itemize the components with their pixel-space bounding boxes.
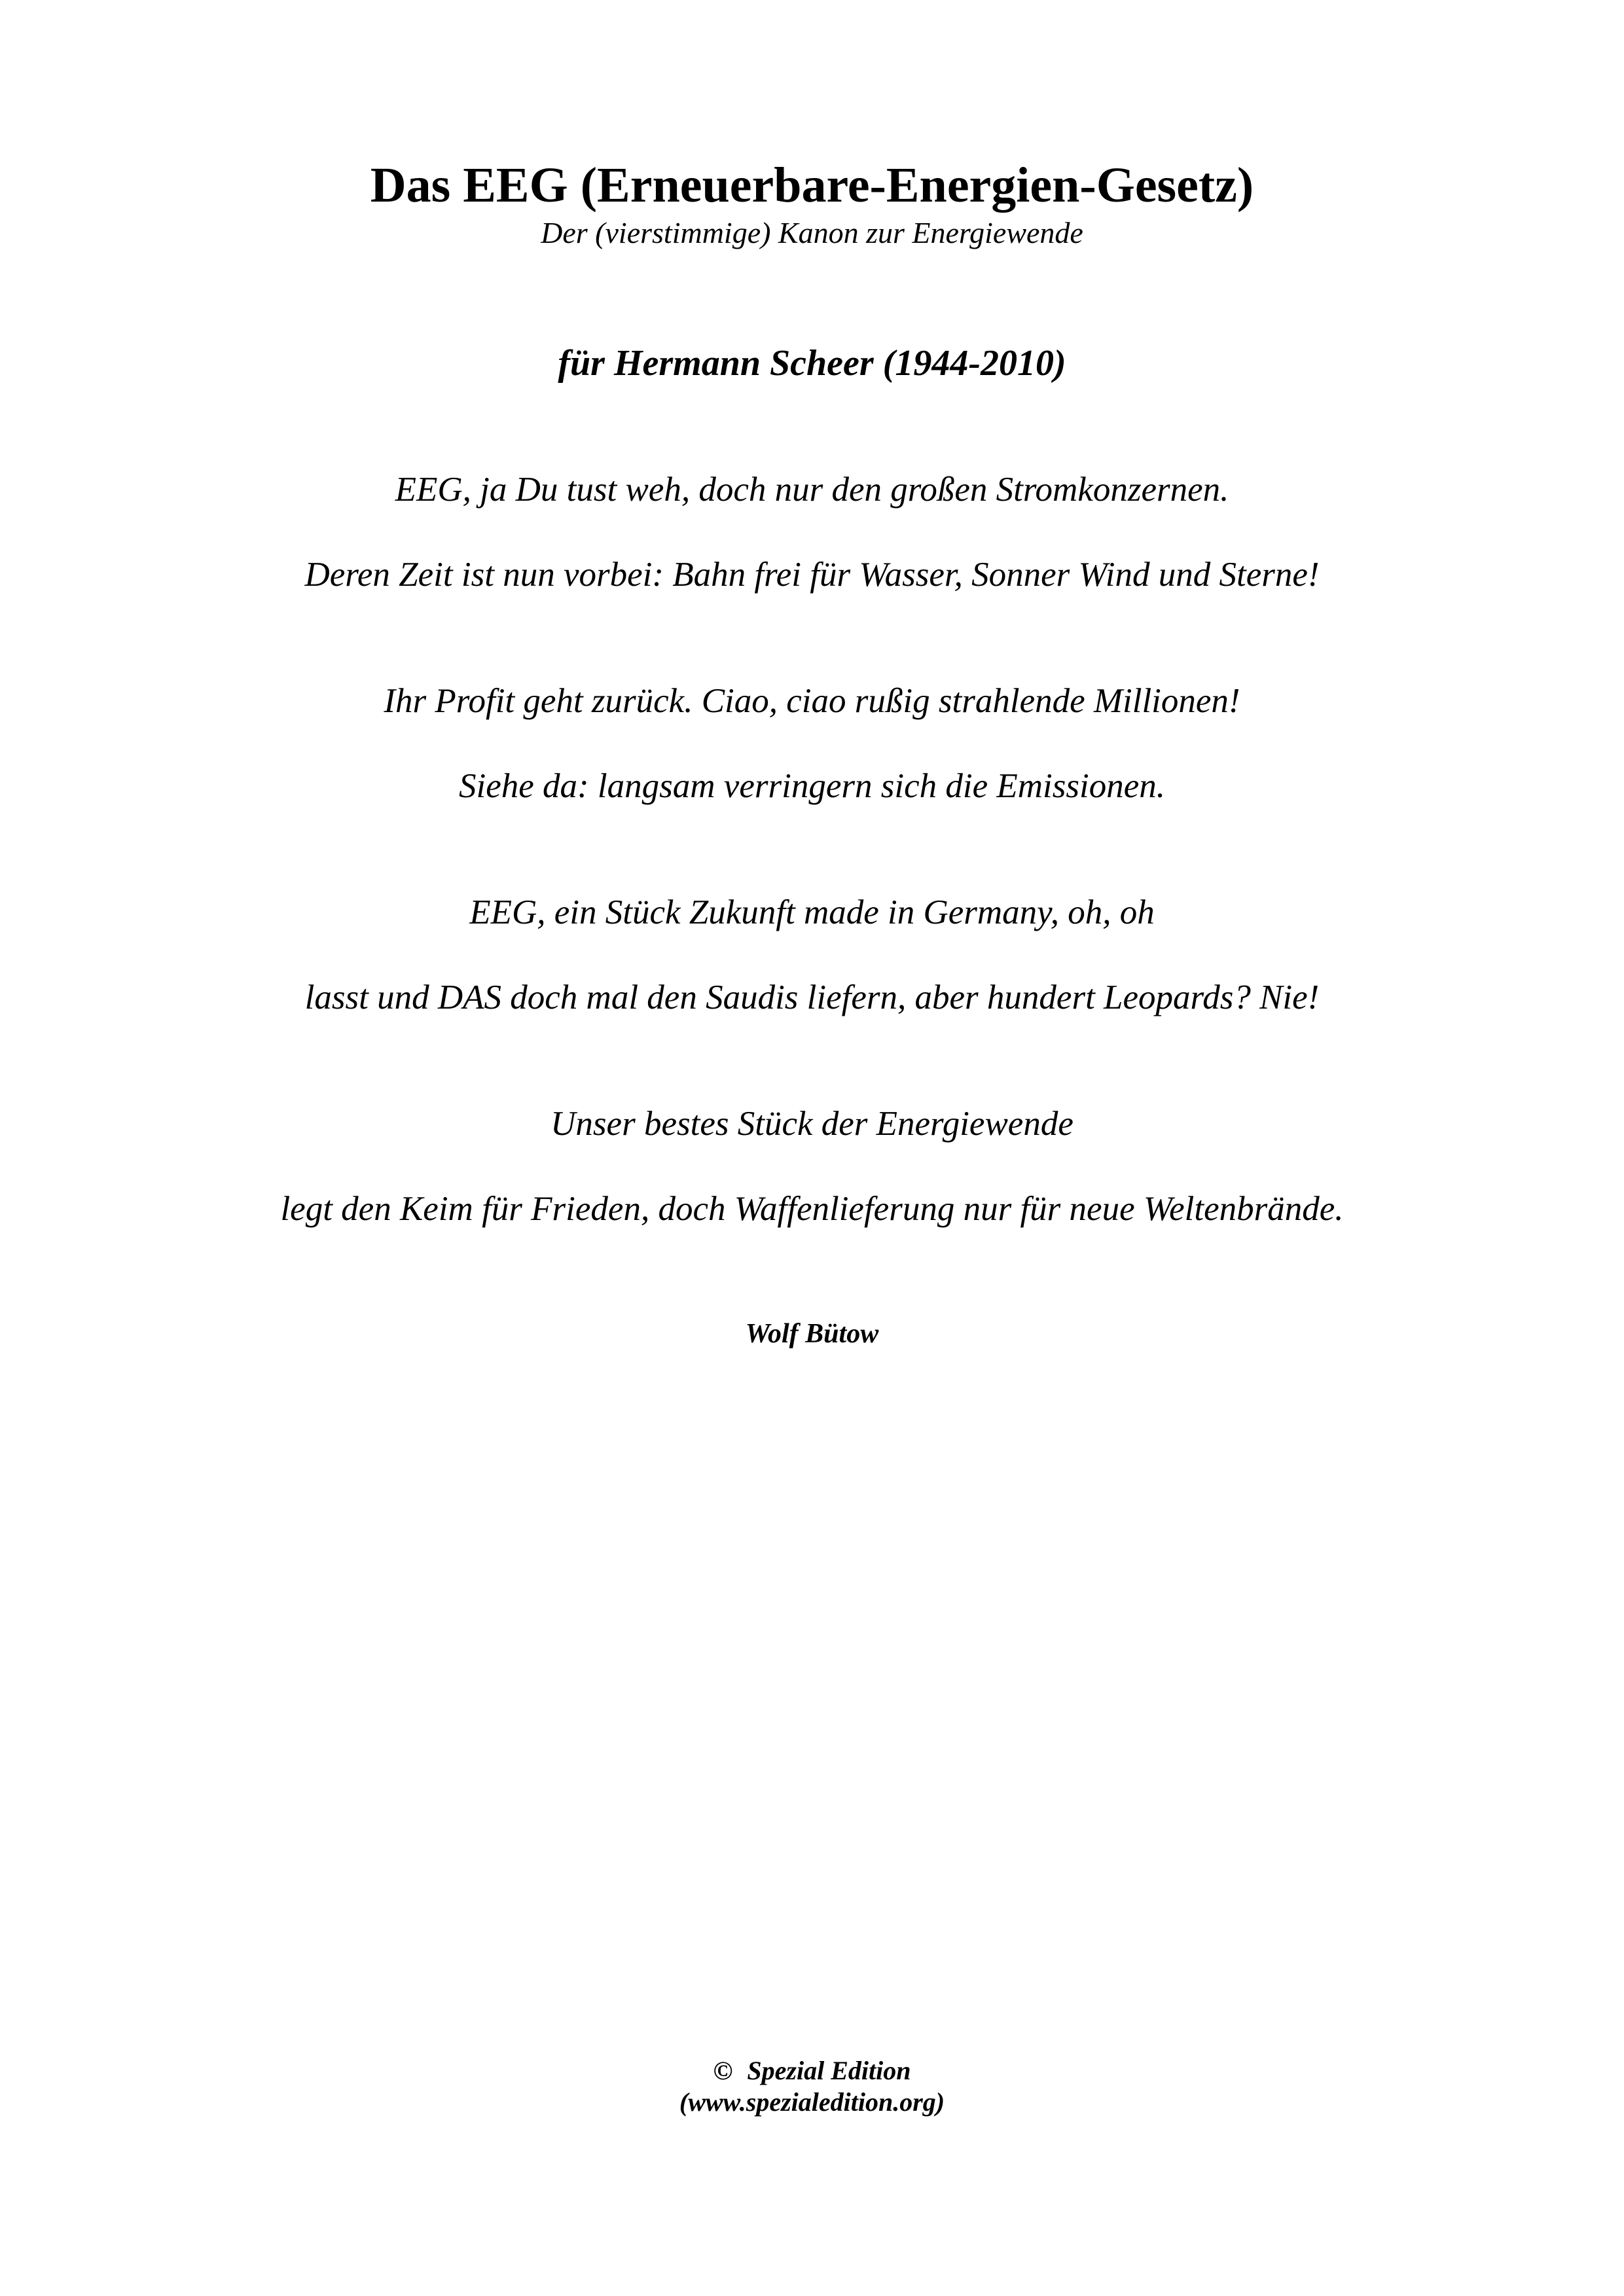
copyright-notice	[0, 2055, 1624, 2087]
publisher-name: Spezial Edition	[747, 2056, 911, 2085]
poem-line: EEG, ja Du tust weh, doch nur den großen Stromkonzernen.	[395, 471, 1229, 509]
page-subtitle: Der (vierstimmige) Kanon zur Energiewende	[541, 216, 1083, 249]
page-title: Das EEG (Erneuerbare-Energien-Gesetz)	[370, 158, 1254, 213]
poem-line: legt den Keim für Frieden, doch Waffenlieferung nur für neue Weltenbrände.	[280, 1190, 1344, 1228]
author-name: Wolf Bütow	[745, 1319, 879, 1349]
poem-line: EEG, ein Stück Zukunft made in Germany, oh, oh	[469, 893, 1155, 931]
copyright-icon: ©	[713, 2056, 733, 2085]
poem-line: Deren Zeit ist nun vorbei: Bahn frei für Wasser, Sonner Wind und Sterne!	[304, 556, 1320, 594]
dedication: für Hermann Scheer (1944-2010)	[558, 343, 1066, 384]
poem-line: lasst und DAS doch mal den Saudis liefern, aber hundert Leopards? Nie!	[304, 978, 1320, 1016]
poem-line: Ihr Profit geht zurück. Ciao, ciao rußig strahlende Millionen!	[384, 682, 1240, 720]
poem-line: Unser bestes Stück der Energiewende	[550, 1105, 1074, 1143]
poem-line: Siehe da: langsam verringern sich die Emissionen.	[459, 767, 1165, 805]
publisher-website[interactable]: (www.spezialedition.org)	[679, 2087, 945, 2117]
